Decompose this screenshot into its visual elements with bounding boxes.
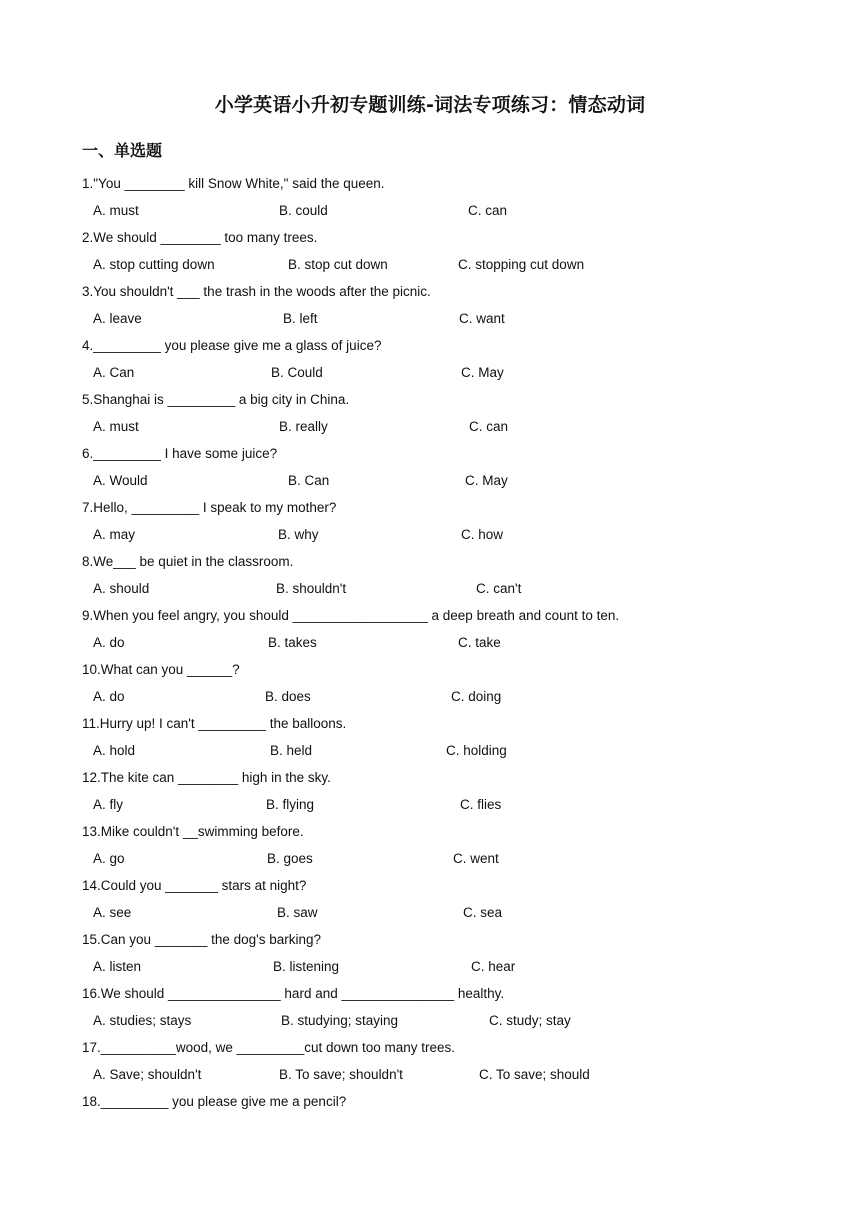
section-heading: 一、单选题 [82, 141, 163, 160]
option-c: C. May [465, 473, 508, 488]
page-title: 小学英语小升初专题训练-词法专项练习：情态动词 [214, 94, 646, 116]
question-item [0, 281, 860, 335]
question-text: 1."You ________ kill Snow White," said the queen. [82, 176, 385, 191]
option-c: C. doing [451, 689, 502, 704]
question-item [0, 605, 860, 659]
question-text: 8.We___ be quiet in the classroom. [82, 554, 294, 569]
option-b: B. why [278, 527, 319, 542]
question-item [0, 497, 860, 551]
question-text: 4._________ you please give me a glass of juice? [82, 338, 382, 353]
question-item [0, 767, 860, 821]
option-c: C. take [458, 635, 501, 650]
question-item [0, 389, 860, 443]
option-b: B. shouldn't [276, 581, 347, 596]
option-c: C. holding [446, 743, 507, 758]
question-text: 16.We should _______________ hard and _______________ healthy. [82, 986, 505, 1001]
question-item [0, 551, 860, 605]
question-text: 7.Hello, _________ I speak to my mother? [82, 500, 337, 515]
option-c: C. hear [471, 959, 516, 974]
question-text: 13.Mike couldn't __swimming before. [82, 824, 304, 839]
question-text: 18._________ you please give me a pencil? [82, 1094, 347, 1109]
question-item [0, 335, 860, 389]
option-c: C. sea [463, 905, 503, 920]
question-text: 11.Hurry up! I can't _________ the balloons. [82, 716, 347, 731]
option-a: A. Save; shouldn't [93, 1067, 202, 1082]
question-item [0, 929, 860, 983]
question-item [0, 983, 860, 1037]
option-c: C. can [468, 203, 508, 218]
option-a: A. see [93, 905, 132, 920]
option-c: C. To save; should [479, 1067, 590, 1082]
option-b: B. goes [267, 851, 313, 866]
option-b: B. takes [268, 635, 317, 650]
option-a: A. should [93, 581, 150, 596]
option-a: A. leave [93, 311, 142, 326]
question-text: 10.What can you ______? [82, 662, 240, 677]
option-b: B. Could [271, 365, 323, 380]
option-c: C. went [453, 851, 499, 866]
option-b: B. could [279, 203, 328, 218]
question-item [0, 227, 860, 281]
option-a: A. fly [93, 797, 124, 812]
option-a: A. may [93, 527, 136, 542]
option-c: C. can't [476, 581, 522, 596]
option-b: B. listening [273, 959, 340, 974]
question-item [0, 659, 860, 713]
question-item [0, 713, 860, 767]
question-item [0, 1037, 860, 1091]
question-text: 2.We should ________ too many trees. [82, 230, 318, 245]
option-a: A. Would [93, 473, 148, 488]
option-a: A. go [93, 851, 125, 866]
option-c: C. flies [460, 797, 502, 812]
option-b: B. left [283, 311, 318, 326]
option-b: B. really [279, 419, 328, 434]
question-item [0, 1091, 860, 1145]
question-item [0, 173, 860, 227]
option-a: A. stop cutting down [93, 257, 215, 272]
option-a: A. hold [93, 743, 136, 758]
option-b: B. To save; shouldn't [279, 1067, 403, 1082]
option-c: C. May [461, 365, 504, 380]
question-text: 6._________ I have some juice? [82, 446, 278, 461]
option-a: A. do [93, 635, 125, 650]
option-a: A. must [93, 203, 139, 218]
option-a: A. must [93, 419, 139, 434]
question-item [0, 821, 860, 875]
option-b: B. does [265, 689, 311, 704]
question-text: 5.Shanghai is _________ a big city in China. [82, 392, 350, 407]
option-a: A. Can [93, 365, 135, 380]
option-c: C. study; stay [489, 1013, 571, 1028]
option-b: B. stop cut down [288, 257, 388, 272]
question-text: 12.The kite can ________ high in the sky. [82, 770, 331, 785]
question-text: 9.When you feel angry, you should __________________ a deep breath and count to ten. [82, 608, 620, 623]
question-text: 17.__________wood, we _________cut down too many trees. [82, 1040, 456, 1055]
option-c: C. how [461, 527, 504, 542]
option-c: C. want [459, 311, 505, 326]
option-a: A. do [93, 689, 125, 704]
question-text: 3.You shouldn't ___ the trash in the woods after the picnic. [82, 284, 431, 299]
option-a: A. studies; stays [93, 1013, 192, 1028]
option-c: C. can [469, 419, 509, 434]
option-b: B. studying; staying [281, 1013, 399, 1028]
option-a: A. listen [93, 959, 142, 974]
option-c: C. stopping cut down [458, 257, 585, 272]
question-text: 14.Could you _______ stars at night? [82, 878, 307, 893]
option-b: B. saw [277, 905, 318, 920]
option-b: B. held [270, 743, 313, 758]
option-b: B. Can [288, 473, 330, 488]
question-item [0, 443, 860, 497]
question-item [0, 875, 860, 929]
question-text: 15.Can you _______ the dog's barking? [82, 932, 322, 947]
question-list [0, 173, 860, 1145]
option-b: B. flying [266, 797, 315, 812]
